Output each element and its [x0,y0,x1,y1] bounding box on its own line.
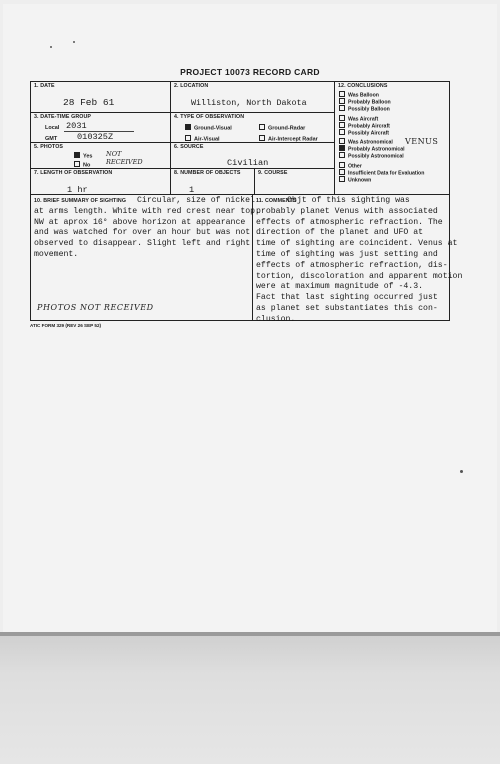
date-label: 1. DATE [34,83,55,89]
comments-line: clusion. [256,314,296,324]
comments-label: 11. COMMENTS [256,198,297,204]
photos-yes: Yes [74,152,92,160]
objects-label: 8. NUMBER OF OBJECTS [174,170,241,176]
summary-line: and was watched for over an hour but was not [34,228,251,238]
comments-line: as planet set substantiates this con- [256,304,438,313]
conclusions-cell [335,82,451,194]
checkbox-icon [339,122,345,128]
photos-no: No [74,161,90,169]
comments-cell [253,194,463,324]
checkbox-icon [259,124,265,130]
datetime-group-label: 3. DATE-TIME GROUP [34,114,92,120]
summary-label: 10. BRIEF SUMMARY OF SIGHTING [34,198,127,204]
checkbox-icon [339,105,345,111]
location-label: 2. LOCATION [174,83,209,89]
checkbox-icon [339,162,345,168]
checkbox-icon [339,176,345,182]
checkbox-icon [339,98,345,104]
conclusion-option: Possibly Aircraft [339,129,389,137]
comments-line: time of sighting are coincident. Venus at [256,239,458,249]
conclusion-option: Probably Astronomical [339,145,405,153]
conclusion-option: Was Balloon [339,91,379,99]
length-cell [31,168,171,194]
summary-cell [31,194,261,320]
source-value: Civilian [227,158,269,168]
obs-option-air-intercept-radar: Air-Intercept Radar [259,135,318,143]
date-cell [31,82,171,112]
comments-line: Fact that last sighting occurred just [256,293,438,303]
comments-line: were at maximum magnitude of -4.3. [256,282,424,292]
local-label: Local [45,125,60,131]
location-value: Williston, North Dakota [191,98,307,108]
conclusion-option: Possibly Astronomical [339,152,404,160]
obs-option-air-visual: Air-Visual [185,135,220,143]
conclusion-option: Other [339,162,362,170]
photos-handwritten-note: NOT RECEIVED [106,150,143,166]
obs-option-ground-radar: Ground-Radar [259,124,305,132]
gmt-value: 010325Z [77,132,114,142]
photos-cell [31,142,171,168]
comments-line: probably planet Venus with associated [256,206,438,216]
objects-value: 1 [189,185,195,195]
checkbox-icon [339,115,345,121]
record-card [30,81,463,324]
checkbox-checked-icon [185,124,191,130]
course-cell [255,168,335,194]
speck [50,46,52,48]
objects-cell [171,168,255,194]
summary-line: movement. [34,250,79,259]
form-id: ATIC FORM 329 (REV 26 SEP 52) [30,323,102,328]
datetime-group-cell [31,112,171,142]
obs-option-ground-visual: Ground-Visual [185,124,232,132]
conclusion-option: Probably Balloon [339,98,391,106]
summary-line: at arms length. White with red crest near top. [34,206,261,216]
conclusion-option: Possibly Balloon [339,105,390,113]
comments-line: effects of atmospheric refraction. The [256,217,443,227]
date-value: 28 Feb 61 [63,97,115,108]
speck [73,41,75,43]
comments-line: Objt of this sighting was [287,196,410,205]
checkbox-icon [185,135,191,141]
checkbox-checked-icon [74,152,80,158]
comments-line: effects of atmospheric refraction, dis- [256,260,448,270]
checkbox-icon [339,91,345,97]
conclusion-option: Was Astronomical [339,138,393,146]
course-label: 9. COURSE [258,170,288,176]
summary-line: Circular, size of nickel [137,196,255,205]
conclusion-option: Insufficient Data for Evaluation [339,169,424,177]
speck [460,470,463,473]
checkbox-icon [339,152,345,158]
gmt-label: GMT [45,136,58,142]
conclusions-handwritten-note: VENUS [405,137,439,146]
checkbox-checked-icon [339,145,345,151]
source-label: 6. SOURCE [174,144,204,150]
checkbox-icon [74,161,80,167]
length-label: 7. LENGTH OF OBSERVATION [34,170,113,176]
checkbox-icon [339,129,345,135]
photos-label: 5. PHOTOS [34,144,64,150]
card-title: PROJECT 10073 RECORD CARD [180,67,320,77]
summary-line: NW at aprox 16° above horizon at appearance [34,217,246,227]
conclusions-label: 12. CONCLUSIONS [338,83,388,89]
checkbox-icon [339,138,345,144]
conclusion-option: Probably Aircraft [339,122,390,130]
comments-line: tortion, discoloration and apparent motion [256,271,463,281]
comments-line: time of sighting was just setting and [256,250,438,259]
length-value: 1 hr [67,185,88,195]
local-value: 2031 [66,121,87,131]
checkbox-icon [259,135,265,141]
lower-page [0,636,500,764]
observation-type-label: 4. TYPE OF OBSERVATION [174,114,245,120]
observation-type-cell [171,112,335,142]
checkbox-icon [339,169,345,175]
summary-handwritten-note: PHOTOS NOT RECEIVED [37,303,154,312]
location-cell [171,82,335,112]
source-cell [171,142,335,168]
summary-line: observed to disappear. Slight left and right [34,239,251,249]
comments-line: direction of the planet and UFO at [256,228,424,238]
conclusion-option: Unknown [339,176,371,184]
conclusion-option: Was Aircraft [339,115,378,123]
